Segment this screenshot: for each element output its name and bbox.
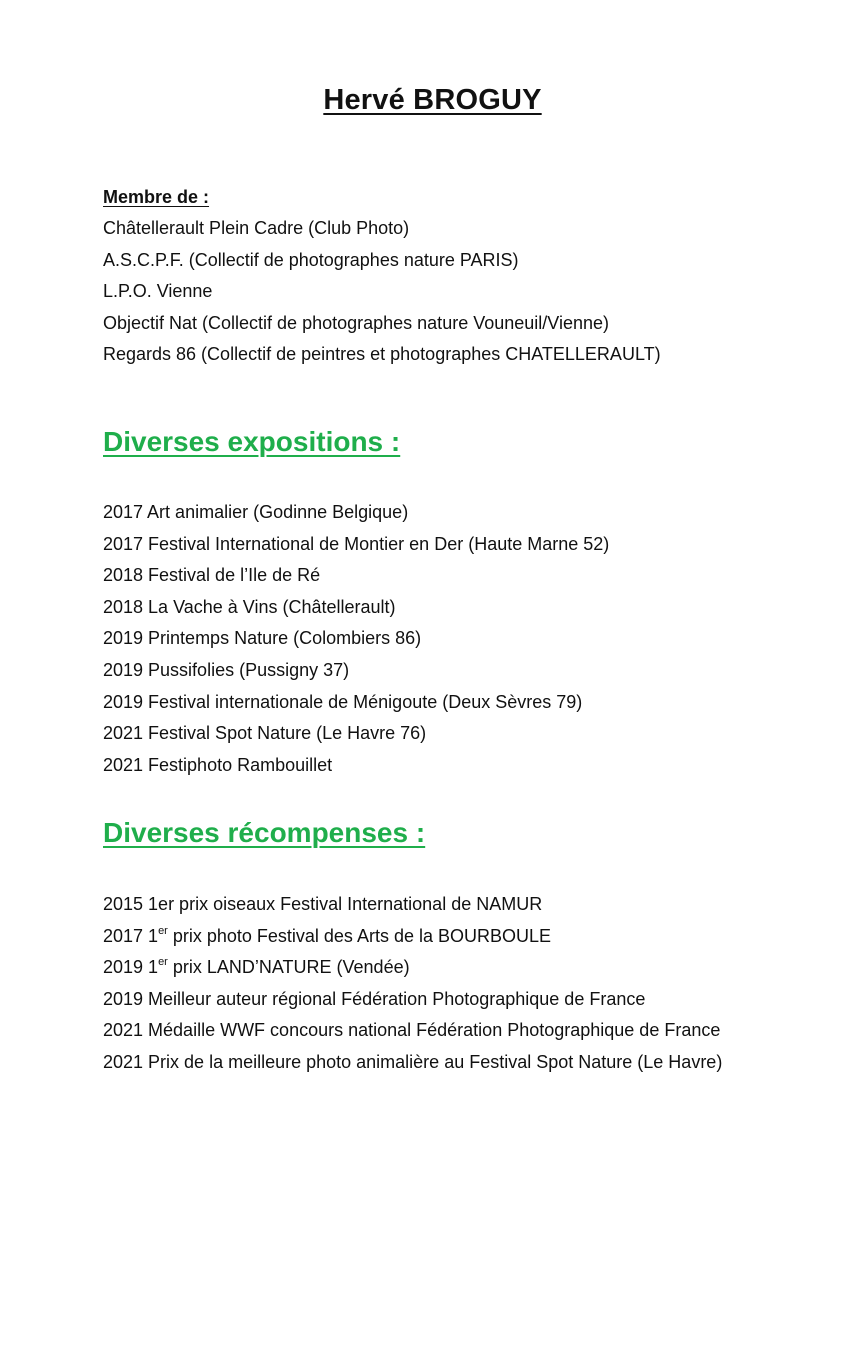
recompense-item: 2019 1er prix LAND’NATURE (Vendée): [103, 956, 410, 978]
recompense-item: 2021 Prix de la meilleure photo animalière au Festival Spot Nature (Le Havre): [103, 1051, 723, 1072]
exposition-item: 2017 Festival International de Montier en Der (Haute Marne 52): [103, 533, 610, 554]
expositions-heading: Diverses expositions :: [103, 426, 401, 457]
exposition-item: 2018 Festival de l’Ile de Ré: [103, 565, 321, 586]
membership-heading: Membre de :: [103, 187, 210, 207]
exposition-item: 2019 Printemps Nature (Colombiers 86): [103, 628, 422, 649]
membership-section: [103, 181, 823, 371]
recompense-item: 2017 1er prix photo Festival des Arts de la BOURBOULE: [103, 924, 552, 946]
page-title: Hervé BROGUY: [323, 84, 542, 116]
exposition-item: 2017 Art animalier (Godinne Belgique): [103, 502, 409, 522]
exposition-item: 2018 La Vache à Vins (Châtellerault): [103, 596, 396, 617]
membership-item: Objectif Nat (Collectif de photographes nature Vouneuil/Vienne): [103, 312, 609, 333]
exposition-item: 2019 Festival internationale de Ménigoute (Deux Sèvres 79): [103, 691, 583, 712]
membership-item: L.P.O. Vienne: [103, 281, 213, 302]
recompense-item: 2019 Meilleur auteur régional Fédération Photographique de France: [103, 988, 646, 1009]
recompenses-list: [103, 889, 823, 1079]
membership-item: Châtellerault Plein Cadre (Club Photo): [103, 218, 410, 238]
exposition-item: 2021 Festiphoto Rambouillet: [103, 754, 333, 775]
membership-item: A.S.C.P.F. (Collectif de photographes nature PARIS): [103, 249, 519, 270]
membership-item: Regards 86 (Collectif de peintres et photographes CHATELLERAULT): [103, 344, 661, 365]
exposition-item: 2021 Festival Spot Nature (Le Havre 76): [103, 723, 427, 744]
exposition-item: 2019 Pussifolies (Pussigny 37): [103, 659, 350, 680]
recompenses-heading: Diverses récompenses :: [103, 817, 426, 848]
recompense-item: 2021 Médaille WWF concours national Fédération Photographique de France: [103, 1020, 721, 1041]
expositions-list: [103, 497, 823, 781]
recompense-item: 2015 1er prix oiseaux Festival International de NAMUR: [103, 894, 543, 914]
